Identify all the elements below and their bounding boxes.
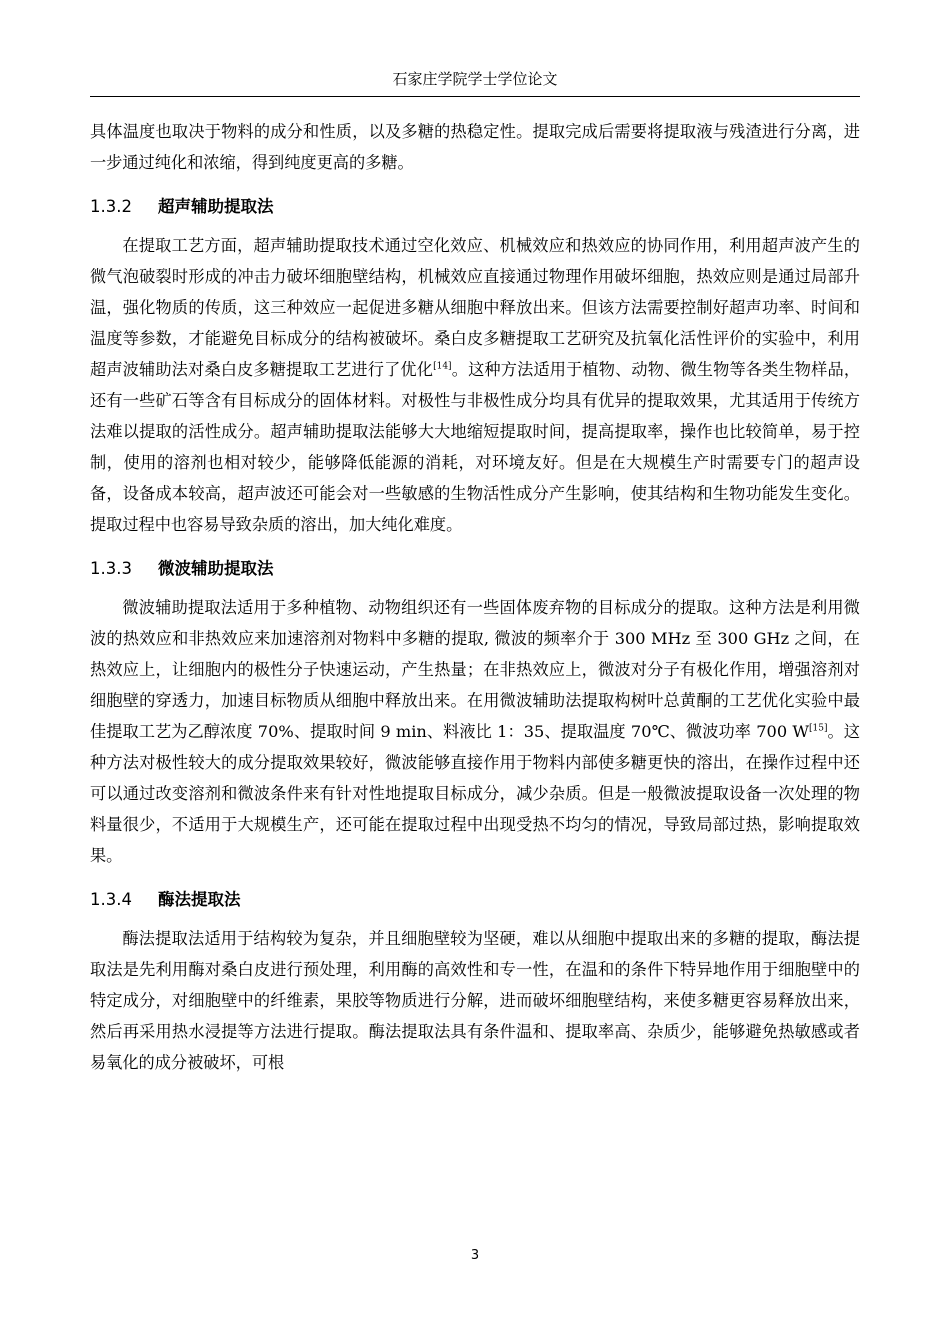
paragraph-text: 酶法提取法适用于结构较为复杂，并且细胞壁较为坚硬，难以从细胞中提取出来的多糖的提取，酶法提取法是先利用酶对桑白皮进行预处理，利用酶的高效性和专一性，在温和的条件下特异地作用于细胞壁中的特定成分，对细胞壁中的纤维素，果胶等物质进行分解，进而破坏细胞壁结构，来使多糖更容易释放出来，然后再采用热水浸提等方法进行提取。酶法提取法具有条件温和、提取率高、杂质少，能够避免热敏感或者易氧化的成分被破坏，可根 [90,929,860,1072]
paragraph-text: 在提取工艺方面，超声辅助提取技术通过空化效应、机械效应和热效应的协同作用，利用超声波产生的微气泡破裂时形成的冲击力破坏细胞壁结构，机械效应直接通过物理作用破坏细胞，热效应则是通过局部升温，强化物质的传质，这三种效应一起促进多糖从细胞中释放出来。但该方法需要控制好超声功率、时间和温度等参数，才能避免目标成分的结构被破坏。桑白皮多糖提取工艺研究及抗氧化活性评价的实验中，利用超声波辅助法对桑白皮多糖提取工艺进行了优化 [90,236,860,379]
section-heading-1-3-3 [90,554,860,584]
citation-ref: [14] [433,361,452,372]
section-heading-1-3-4 [90,885,860,915]
section-paragraph-enzyme [90,923,860,1078]
paragraph-text: 。这种方法适用于植物、动物、微生物等各类生物样品，还有一些矿石等含有目标成分的固体材料。对极性与非极性成分均具有优异的提取效果，尤其适用于传统方法难以提取的活性成分。超声辅助提取法能够大大地缩短提取时间，提高提取率，操作也比较简单，易于控制，使用的溶剂也相对较少，能够降低能源的消耗，对环境友好。但是在大规模生产时需要专门的超声设备，设备成本较高，超声波还可能会对一些敏感的生物活性成分产生影响，使其结构和生物功能发生变化。提取过程中也容易导致杂质的溶出，加大纯化难度。 [90,360,861,534]
paragraph-text: 微波辅助提取法适用于多种植物、动物组织还有一些固体废弃物的目标成分的提取。这种方法是利用微波的热效应和非热效应来加速溶剂对物料中多糖的提取, 微波的频率介于 300 MHz 至 300 GHz 之间，在热效应上，让细胞内的极性分子快速运动，产生热量；在非热效应上，微波对分子有极化作用，增强溶剂对细胞壁的穿透力，加速目标物质从细胞中释放出来。在用微波辅助法提取构树叶总黄酮的工艺优化实验中最佳提取工艺为乙醇浓度 70%、提取时间 9 min、料液比 1：35、提取温度 70℃、微波功率 700 W [90,598,860,741]
section-title: 超声辅助提取法 [158,197,274,216]
page-number: 3 [470,1248,480,1263]
section-paragraph-microwave [90,592,860,871]
paragraph-text: 。这种方法对极性较大的成分提取效果较好，微波能够直接作用于物料内部使多糖更快的溶出，在操作过程中还可以通过改变溶剂和微波条件来有针对性地提取目标成分，减少杂质。但是一般微波提取设备一次处理的物料量很少，不适用于大规模生产，还可能在提取过程中出现受热不均匀的情况，导致局部过热，影响提取效果。 [90,722,860,865]
page-body [90,116,860,1078]
section-number: 1.3.3 [90,559,132,578]
citation-ref: [15] [809,723,828,734]
intro-paragraph: 具体温度也取决于物料的成分和性质，以及多糖的热稳定性。提取完成后需要将提取液与残渣进行分离，进一步通过纯化和浓缩，得到纯度更高的多糖。 [90,122,860,172]
section-title: 微波辅助提取法 [158,559,274,578]
section-title: 酶法提取法 [158,890,241,909]
section-number: 1.3.4 [90,890,132,909]
section-heading-1-3-2 [90,192,860,222]
section-paragraph-ultrasound [90,230,860,540]
section-number: 1.3.2 [90,197,132,216]
thesis-title: 石家庄学院学士学位论文 [392,70,558,88]
running-header [90,66,860,97]
